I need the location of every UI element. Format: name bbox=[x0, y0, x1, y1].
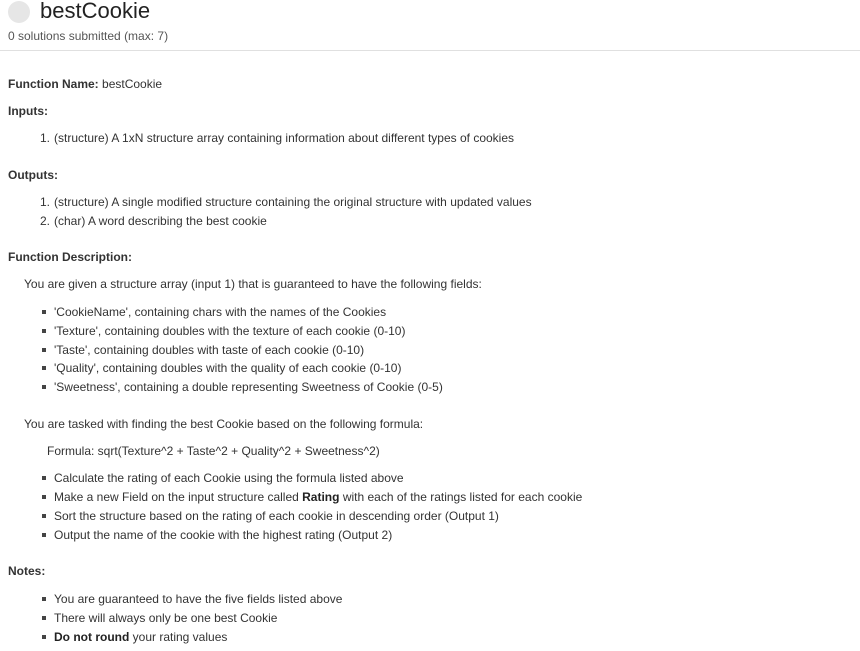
output-item-text: (structure) A single modified structure containing the original structure with updated values bbox=[54, 195, 532, 209]
bullet-icon bbox=[42, 616, 46, 620]
bullet-icon bbox=[42, 476, 46, 480]
note-list-item: Do not round your rating values bbox=[42, 629, 227, 645]
bullet-icon bbox=[42, 635, 46, 639]
output-item: 2. (char) A word describing the best cookie bbox=[40, 214, 267, 228]
step-list-item: Make a new Field on the input structure called Rating with each of the ratings listed for each cookie bbox=[42, 489, 582, 505]
bullet-icon bbox=[42, 514, 46, 518]
field-list-item: 'Taste', containing doubles with taste of each cookie (0-10) bbox=[42, 342, 364, 358]
task-text: You are tasked with finding the best Cookie based on the following formula: bbox=[24, 417, 424, 431]
outputs-heading: Outputs: bbox=[8, 168, 58, 182]
bullet-icon bbox=[42, 597, 46, 601]
output-item-text: (char) A word describing the best cookie bbox=[54, 214, 267, 228]
problem-header bbox=[0, 0, 860, 51]
description-intro: You are given a structure array (input 1) that is guaranteed to have the following fields: bbox=[24, 277, 482, 291]
inputs-heading: Inputs: bbox=[8, 104, 48, 118]
do-not-round-emphasis: Do not round bbox=[54, 630, 130, 644]
input-item-text: (structure) A 1xN structure array containing information about different types of cookies bbox=[54, 131, 515, 145]
submission-count: 0 solutions submitted (max: 7) bbox=[8, 29, 169, 43]
status-circle-icon bbox=[8, 1, 30, 23]
header-divider bbox=[0, 50, 860, 51]
rating-field-name: Rating bbox=[302, 490, 340, 504]
bullet-icon bbox=[42, 310, 46, 314]
bullet-icon bbox=[42, 366, 46, 370]
bullet-icon bbox=[42, 385, 46, 389]
step-list-item: Sort the structure based on the rating of each cookie in descending order (Output 1) bbox=[42, 508, 499, 524]
step-list-item: Calculate the rating of each Cookie using the formula listed above bbox=[42, 470, 404, 486]
step-list-item: Output the name of the cookie with the highest rating (Output 2) bbox=[42, 527, 392, 543]
function-name-value: bestCookie bbox=[102, 77, 163, 91]
input-item: 1. (structure) A 1xN structure array containing information about different types of cookies bbox=[40, 131, 515, 145]
bullet-icon bbox=[42, 329, 46, 333]
bullet-icon bbox=[42, 495, 46, 499]
output-item: 1. (structure) A single modified structure containing the original structure with updated values bbox=[40, 195, 532, 209]
field-list-item: 'Sweetness', containing a double representing Sweetness of Cookie (0-5) bbox=[42, 379, 443, 395]
function-name-line bbox=[8, 76, 162, 92]
field-list-item: 'CookieName', containing chars with the names of the Cookies bbox=[42, 304, 386, 320]
problem-title: bestCookie bbox=[40, 0, 151, 23]
bullet-icon bbox=[42, 348, 46, 352]
function-name-label: Function Name: bbox=[8, 77, 99, 91]
description-heading: Function Description: bbox=[8, 250, 132, 264]
field-list-item: 'Quality', containing doubles with the quality of each cookie (0-10) bbox=[42, 360, 401, 376]
note-list-item: You are guaranteed to have the five fields listed above bbox=[42, 591, 342, 607]
bullet-icon bbox=[42, 533, 46, 537]
notes-heading: Notes: bbox=[8, 564, 46, 578]
note-list-item: There will always only be one best Cookie bbox=[42, 610, 277, 626]
formula-text: Formula: sqrt(Texture^2 + Taste^2 + Quality^2 + Sweetness^2) bbox=[47, 444, 380, 458]
field-list-item: 'Texture', containing doubles with the texture of each cookie (0-10) bbox=[42, 323, 405, 339]
